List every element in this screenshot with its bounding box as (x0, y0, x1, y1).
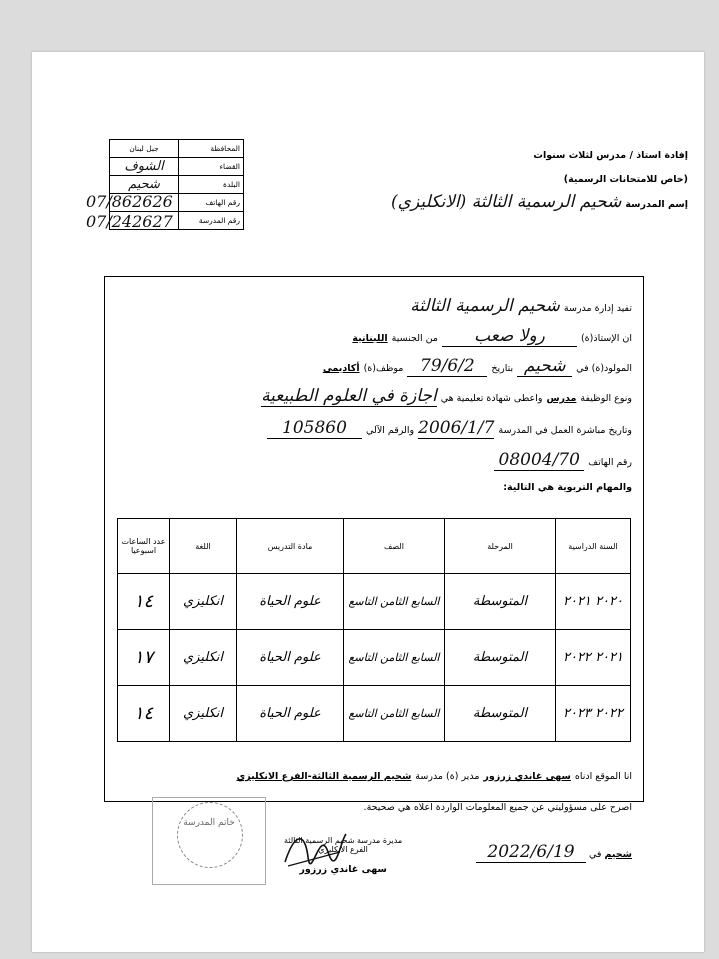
signer-name: سهى غاندي زرزور (483, 771, 571, 782)
table-row (118, 630, 631, 686)
phone-handwritten: 07/862626 (86, 192, 173, 211)
director-name: سهى غاندي زرزور (299, 864, 387, 875)
cell-hours: ١٧ (118, 630, 170, 686)
info-value: جبل لبنان (110, 140, 179, 158)
cell-hours: ١٤ (118, 686, 170, 742)
line-teacher (352, 326, 632, 347)
handwritten-school: شحيم الرسمية الثالثة (410, 296, 560, 316)
handwritten-start-date: 2006/1/7 (418, 418, 495, 438)
col-header: المرحلة (445, 519, 556, 574)
line-label: في (589, 849, 602, 860)
info-row (110, 140, 244, 158)
col-header: مادة التدريس (237, 519, 344, 574)
director-title: مديرة مدرسة شحيم الرسمية الثالثة (284, 836, 403, 845)
cell-grade: السابع الثامن التاسع (344, 574, 445, 630)
info-label: المحافظة (179, 140, 244, 158)
info-value: الشوف (110, 158, 179, 176)
col-header: السنة الدراسية (556, 519, 631, 574)
declaration-text: اصرح على مسؤوليتي عن جميع المعلومات الواردة اعلاه هي صحيحة. (363, 802, 632, 813)
date-line (476, 842, 632, 863)
line-label: مدير (ة) مدرسة (415, 771, 480, 782)
document-title: إفادة استاذ / مدرس لثلاث سنوات (533, 150, 688, 161)
line-degree (261, 386, 632, 407)
handwritten-auto-number: 105860 (267, 418, 362, 439)
line-label: انا الموقع ادناه (574, 771, 632, 782)
cell-grade: السابع الثامن التاسع (344, 630, 445, 686)
job-title: مدرس (546, 393, 577, 404)
document-subtitle: (خاص للامتحانات الرسمية) (563, 174, 688, 185)
signature-icon (280, 822, 350, 872)
cell-year: ٢٠٢١ ٢٠٢٢ (556, 630, 631, 686)
cell-lang: انكليزي (170, 630, 237, 686)
signer-line (237, 771, 633, 782)
line-school (410, 296, 632, 316)
duties-heading: والمهام التربوية هي التالية: (503, 482, 632, 493)
handwritten-birthdate: 79/6/2 (407, 356, 487, 377)
info-row (110, 158, 244, 176)
info-label: البلدة (179, 176, 244, 194)
col-header: عدد الساعات اسبوعيا (118, 519, 170, 574)
info-value: شحيم (110, 176, 179, 194)
cell-lang: انكليزي (170, 574, 237, 630)
handwritten-degree: اجازة في العلوم الطبيعية (261, 386, 437, 406)
handwritten-date: 2022/6/19 (476, 842, 586, 863)
line-label: بتاريخ (491, 363, 514, 374)
line-start (267, 418, 632, 439)
document-page (32, 52, 704, 952)
handwritten-teacher-name: رولا صعب (442, 326, 577, 347)
duties-table (117, 518, 631, 742)
line-label: موظف(ة) (363, 363, 404, 374)
school-label: إسم المدرسة (625, 199, 688, 210)
cell-subject: علوم الحياة (237, 686, 344, 742)
table-row (118, 686, 631, 742)
info-row (110, 176, 244, 194)
col-header: الصف (344, 519, 445, 574)
line-label: واعطى شهادة تعليمية هي (440, 393, 543, 404)
line-label: رقم الهاتف (588, 457, 632, 468)
line-label: وتاريخ مباشرة العمل في المدرسة (498, 425, 632, 436)
cell-subject: علوم الحياة (237, 630, 344, 686)
cell-stage: المتوسطة (445, 686, 556, 742)
duties-header-row (118, 519, 631, 574)
line-label: والرقم الآلي (366, 425, 415, 436)
nationality: اللبنانية (352, 333, 388, 344)
line-label: ان الإستاذ(ة) (580, 333, 632, 344)
cell-hours: ١٤ (118, 574, 170, 630)
stamp-seal-icon (177, 802, 243, 868)
table-row (118, 574, 631, 630)
col-header: اللغة (170, 519, 237, 574)
cell-stage: المتوسطة (445, 574, 556, 630)
info-label: رقم المدرسة (179, 212, 244, 230)
place-name: شحيم (604, 849, 632, 860)
info-label: القضاء (179, 158, 244, 176)
cell-subject: علوم الحياة (237, 574, 344, 630)
director-branch: الفرع الانكليزي (318, 845, 368, 854)
line-label: ونوع الوظيفة (580, 393, 632, 404)
cell-lang: انكليزي (170, 686, 237, 742)
info-label: رقم الهاتف (179, 194, 244, 212)
cell-year: ٢٠٢٢ ٢٠٢٣ (556, 686, 631, 742)
cell-stage: المتوسطة (445, 630, 556, 686)
stamp-label: خاتم المدرسة (183, 818, 235, 828)
line-label: تفيد إدارة مدرسة (563, 303, 632, 314)
school-number-handwritten: 07/242627 (86, 212, 173, 231)
job-type: أكاديمي (322, 363, 360, 374)
school-name-handwritten: شحيم الرسمية الثالثة (الانكليزي) (391, 192, 622, 212)
school-stamp (152, 797, 266, 885)
line-label: من الجنسية (391, 333, 438, 344)
line-birth (323, 356, 632, 377)
handwritten-birthplace: شحيم (517, 356, 572, 377)
school-name-line (391, 192, 688, 212)
signer-school: شحيم الرسمية الثالثة-الفرع الانكليزي (236, 771, 412, 782)
line-phone (494, 450, 632, 471)
line-label: المولود(ة) في (576, 363, 632, 374)
handwritten-phone: 08004/70 (494, 450, 584, 471)
cell-grade: السابع الثامن التاسع (344, 686, 445, 742)
cell-year: ٢٠٢٠ ٢٠٢١ (556, 574, 631, 630)
